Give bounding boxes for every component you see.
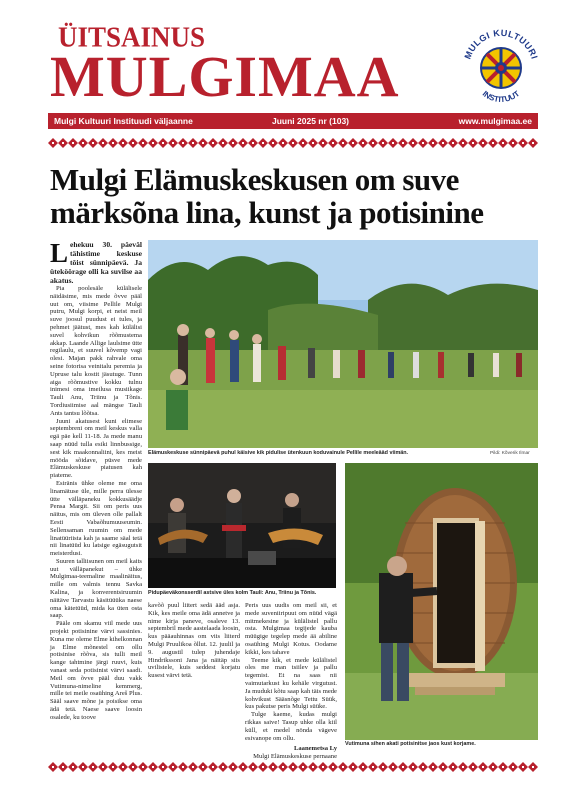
ornament-dot: [502, 766, 504, 768]
ornament-dot: [242, 766, 244, 768]
ornament-dot: [472, 766, 474, 768]
website-link[interactable]: www.mulgimaa.ee: [458, 116, 532, 126]
ornament-dot: [492, 766, 494, 768]
article-column-1: [50, 240, 142, 722]
ornament-dot: [522, 142, 524, 144]
masthead: [0, 0, 586, 112]
photo-egg-sauna: [345, 463, 538, 740]
photo-egg-sauna-caption: Vutimuna sihen akati potisinitse jaos kust korjame.: [345, 741, 476, 747]
signature: [245, 745, 337, 761]
ornament-dot: [412, 142, 414, 144]
photo-procession: [148, 240, 538, 448]
ornament-dot: [442, 142, 444, 144]
ornament-dot: [172, 142, 174, 144]
ornament-dot: [82, 142, 84, 144]
ornament-dot: [532, 766, 534, 768]
ornament-dot: [202, 766, 204, 768]
ornament-dot: [312, 766, 314, 768]
ornament-dot: [262, 766, 264, 768]
brand-top-title: ÜITSAINUS: [58, 21, 206, 53]
ornament-dot: [432, 766, 434, 768]
ornament-dot: [282, 142, 284, 144]
ornament-dot: [92, 766, 94, 768]
dropcap: L: [50, 238, 69, 268]
ornament-dot: [182, 766, 184, 768]
photo-concert-image: [148, 463, 336, 588]
ornament-dot: [282, 766, 284, 768]
article-column-2: [148, 602, 240, 680]
ornament-dot: [212, 142, 214, 144]
ornament-dot: [322, 142, 324, 144]
ornament-border-bottom: [48, 760, 538, 774]
ornament-dot: [252, 142, 254, 144]
ornament-dot: [512, 766, 514, 768]
ornament-dot: [152, 766, 154, 768]
ornament-dot: [332, 766, 334, 768]
ornament-dot: [452, 766, 454, 768]
ornament-dot: [102, 766, 104, 768]
ornament-dot: [52, 766, 54, 768]
paragraph: Suuren talliisunen om meil kaits uut välläpanekut – ühke Mulgimaa-teemaline maalinäitus, mille om valmis tennu Savka Kalina, ja konverentsiruumin näitäve Tarvastu käsitüüüka naese oma kätetüüd, mida ka üten osta saap.: [50, 557, 142, 620]
ornament-dot: [432, 142, 434, 144]
ornament-dot: [422, 766, 424, 768]
ornament-dot: [62, 766, 64, 768]
photo-egg-sauna-image: [345, 463, 538, 740]
ornament-dot: [452, 142, 454, 144]
ornament-dot: [262, 142, 264, 144]
signature-role: Mulgi Elämuskeskuse pernaane: [253, 753, 337, 761]
ornament-dot: [122, 142, 124, 144]
ornament-dot: [242, 142, 244, 144]
ornament-dot: [202, 142, 204, 144]
ornament-dot: [382, 142, 384, 144]
ornament-dot: [192, 142, 194, 144]
article-lead: [50, 240, 142, 285]
logo-text-bottom: INSTITUUT: [480, 89, 522, 105]
paragraph: Peris uus uudis om meil sii, et mede suveniiripuut om nüüd vägä mitmekesine ja külälistel pallu osta. Mulgimaa tegijede kauba müügige tegelep mede ää abiline osaühing Mulgi Kotus. Oodame kikki, kes tahave: [245, 602, 337, 656]
ornament-dot: [362, 142, 364, 144]
ornament-dot: [422, 142, 424, 144]
photo-procession-caption: Elämuskeskuse sünnipäevä puhul käisive kik pidulise ütenkuun koduvainule Pellile meeleääd viimän.: [148, 450, 409, 456]
ornament-dot: [72, 766, 74, 768]
ornament-dot: [512, 142, 514, 144]
issue-info-bar: [48, 113, 538, 129]
ornament-dot: [372, 142, 374, 144]
ornament-dot: [122, 766, 124, 768]
ornament-dot: [252, 766, 254, 768]
signature-name: Laanemetsa Ly: [293, 745, 337, 753]
paragraph: Teeme kik, et mede külälistel oles me man tsiilev ja pallu tegemist. Et na saas nii vaimutarkust ku kehäle virgutust. Ja muduki kõtu saap kah täis mede kohvikust Sääsnõge Tettu Süük, kus pakutse peris Mulgi süüke.: [245, 656, 337, 711]
ornament-dot: [482, 766, 484, 768]
ornament-dot: [112, 766, 114, 768]
ornament-dot: [492, 142, 494, 144]
ornament-dot: [302, 142, 304, 144]
ornament-dot: [402, 142, 404, 144]
lead-text: ehekuu 30. päeväl tähistime keskuse tõist sünnipäevä. Ja üteköörage olli ka suvilse aa akatus.: [50, 240, 142, 285]
ornament-dot: [142, 142, 144, 144]
photo-credit: Pildi: Kõverik Ilmar: [490, 451, 530, 456]
article-headline: Mulgi Elämuskeskusen om suve märksõna lina, kunst ja potisinine: [50, 162, 484, 230]
ornament-dot: [322, 766, 324, 768]
ornament-dot: [152, 142, 154, 144]
ornament-dot: [442, 766, 444, 768]
article-column-3: [245, 602, 337, 761]
paragraph: kavõõ puul liitert sedä ääd asja. Kik, kes meile oma ädä annetve ja nime kirja paneve, osaleve 13. septembril mede aastelaada loosin, kus pääauhinnas om viis liiterd Mulgi Pruulikoa õllut. 12. juulil ja 9. augustil tulep juhendaje Hindrikssoni Jana ja näitäp siis uvilistele, kuis seddest korjatu kusest värvi tetä.: [148, 602, 240, 680]
ornament-dot: [352, 766, 354, 768]
ornament-dot: [232, 766, 234, 768]
ornament-dot: [502, 142, 504, 144]
photo-concert-caption: Pidupäeväkonsserdil astsive üles kolm Tauli: Anu, Triinu ja Tõnis.: [148, 590, 317, 596]
ornament-dot: [362, 766, 364, 768]
ornament-dot: [342, 766, 344, 768]
photo-procession-image: [148, 240, 538, 448]
ornament-dot: [372, 766, 374, 768]
ornament-border-top: [48, 136, 538, 150]
paragraph: Esiränis ühke oleme me oma linamätuse üle, mille perra ülesse ütte välläpaneku kokkusäädje Pensa Margit. Sii om peris uus näitus, mis om üleven olle pallalt Eesti Vabaõhumuuseumin. Sellensaman ruumin om mede linatüüriista kah ja saame säal tetä nii linatüüd ku latsige egäsugutsit meisterdusi.: [50, 479, 142, 558]
ornament-dot: [272, 142, 274, 144]
ornament-dot: [52, 142, 54, 144]
ornament-dot: [482, 142, 484, 144]
ornament-dot: [302, 766, 304, 768]
ornament-dot: [522, 766, 524, 768]
ornament-dot: [352, 142, 354, 144]
ornament-dot: [222, 766, 224, 768]
ornament-dot: [292, 142, 294, 144]
ornament-dot: [222, 142, 224, 144]
publisher-label: Mulgi Kultuuri Instituudi väljaanne: [54, 116, 193, 126]
ornament-dot: [172, 766, 174, 768]
ornament-dot: [232, 142, 234, 144]
ornament-dot: [342, 142, 344, 144]
ornament-dot: [142, 766, 144, 768]
ornament-dot: [472, 142, 474, 144]
ornament-dot: [332, 142, 334, 144]
ornament-dot: [92, 142, 94, 144]
ornament-dot: [402, 766, 404, 768]
mulgi-kultuuri-instituut-logo: [455, 22, 547, 114]
ornament-dot: [192, 766, 194, 768]
ornament-dot: [102, 142, 104, 144]
ornament-dot: [462, 766, 464, 768]
ornament-dot: [212, 766, 214, 768]
ornament-dot: [392, 142, 394, 144]
issue-date-label: Juuni 2025 nr (103): [272, 116, 350, 126]
ornament-dot: [412, 766, 414, 768]
ornament-dot: [82, 766, 84, 768]
ornament-dot: [532, 142, 534, 144]
paragraph: Tulge kaeme, kudas mulgi rikkas saive! Tasup uhke olla kiil küll, et medel nönda vägeve esivanope om ollu.: [245, 711, 337, 742]
ornament-dot: [312, 142, 314, 144]
paragraph: Juuni akatusest kuni elimese septembreni om meil keskus valla egä päe kell 11-18. Ja mede manu saap nüüd tulla esiki linnbussige, sest kik maakonnaliini, kes meist mööda sõidave, püsve mede Elämuskeskuse piatusen kah piateme.: [50, 417, 142, 480]
ornament-dot: [132, 766, 134, 768]
brand-main-title: MULGIMAA: [50, 44, 400, 109]
ornament-dot: [392, 766, 394, 768]
paragraph: Pääle om skamu viil mede uus projekt potisinine värvi sassinies. Kuna me oleme Elme kihelkonnan ja Elme mõnestel om ollu potisinise rõõva, sis tulli meil kange tahtmine järgi ruuvi, kuis vanast seda potisinist värvi saadi. Meil om õvve pääl duu vakk Vutimuna-nimeline kemmerg, mille tei meile osaühing Areš Plus. Sääl saave mõne ja poisikse oma ädä tetä. Naese saave loosin osalede, ku toove: [50, 620, 142, 721]
ornament-dot: [162, 142, 164, 144]
ornament-dot: [112, 142, 114, 144]
ornament-dot: [162, 766, 164, 768]
ornament-dot: [292, 766, 294, 768]
ornament-dot: [72, 142, 74, 144]
ornament-dot: [382, 766, 384, 768]
ornament-dot: [62, 142, 64, 144]
ornament-dot: [272, 766, 274, 768]
ornament-dot: [132, 142, 134, 144]
ornament-dot: [182, 142, 184, 144]
paragraph: Pia poolesäle külälisele näidäsime, mis mede õvve pääl uut om, viisime Pellile Mulgi putru, Mulgi korpi, et neist meil suve joosul puudust ei tules, ja pehmet jäätust, mes kah külälisi suvel kohvikun rõõmustema akkap. Laande Allige laulsime ütte regilaulu, et suuvel kõvemp vagi olesi. Majan pakk rahvale oma seine fotorisa veinitalu peremia ja Upruse talu kostit jäsutuge. Tunn aiga rõõmustive kokku tulnu inimesi oma imeilusa musiikage Tauli Anu, Triinu ja Tõnis. Tordiusiimise aal mängse Tauli Ants tantsu lõõtsa.: [50, 285, 142, 417]
ornament-dot: [462, 142, 464, 144]
logo-text-top: MULGI KULTUURI: [462, 27, 540, 61]
photo-concert: [148, 463, 336, 588]
